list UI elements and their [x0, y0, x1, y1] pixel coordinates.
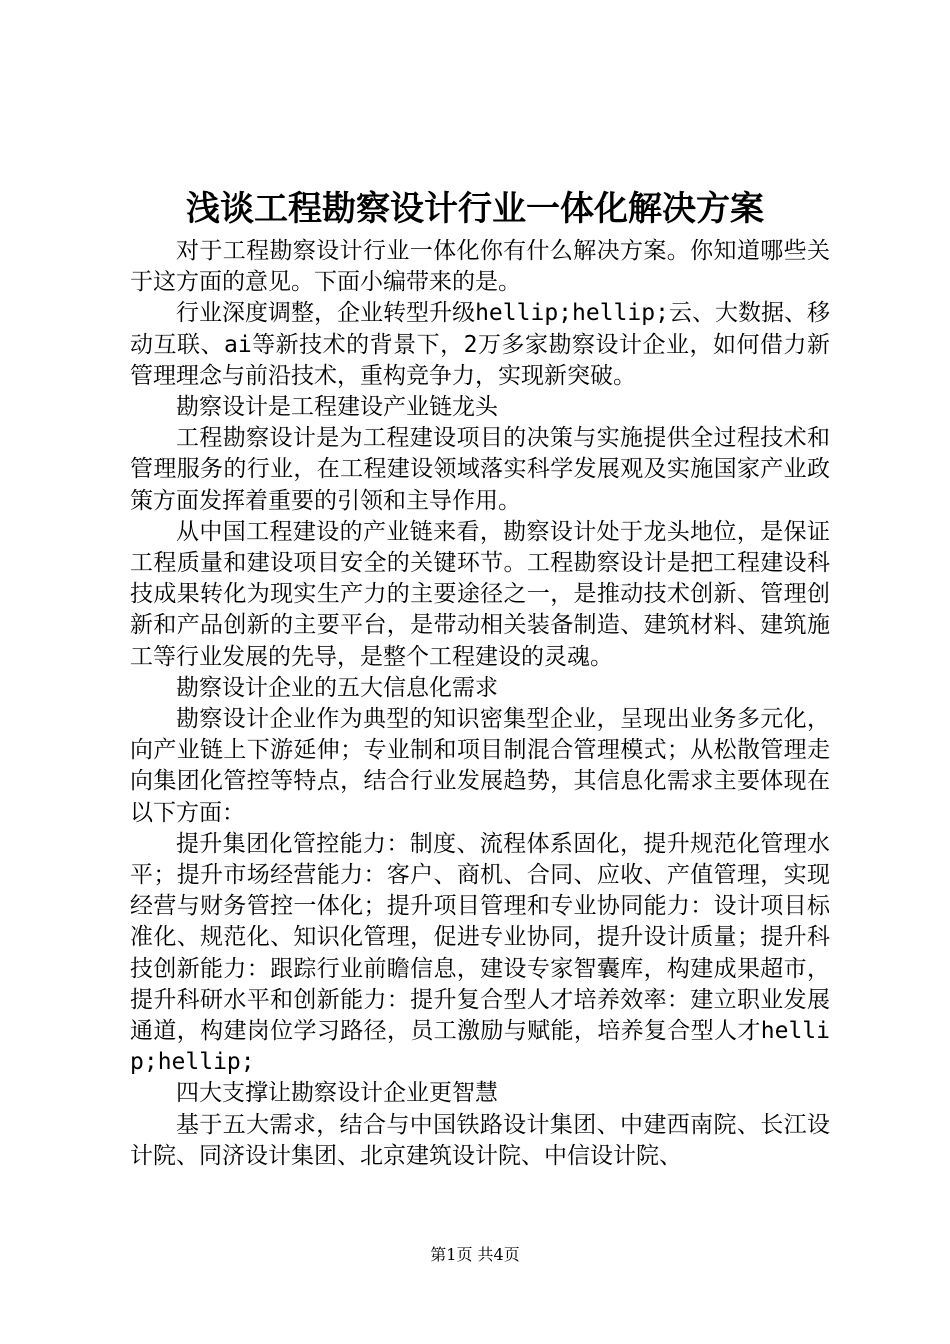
paragraph-design-definition: 工程勘察设计是为工程建设项目的决策与实施提供全过程技术和管理服务的行业，在工程建设领域落实科学发展观及实施国家产业政策方面发挥着重要的引领和主导作用。 — [130, 425, 830, 514]
paragraph-enterprise-traits: 勘察设计企业作为典型的知识密集型企业，呈现出业务多元化，向产业链上下游延伸；专业制和项目制混合管理模式；从松散管理走向集团化管控等特点，结合行业发展趋势，其信息化需求主要体现在以下方面： — [130, 706, 830, 826]
paragraph-industry-chain: 从中国工程建设的产业链来看，勘察设计处于龙头地位，是保证工程质量和建设项目安全的关键环节。工程勘察设计是把工程建设科技成果转化为现实生产力的主要途径之一，是推动技术创新、管理创新和产品创新的主要平台，是带动相关装备制造、建筑材料、建筑施工等行业发展的先导，是整个工程建设的灵魂。 — [130, 518, 830, 670]
paragraph-intro: 对于工程勘察设计行业一体化你有什么解决方案。你知道哪些关于这方面的意见。下面小编带来的是。 — [130, 238, 830, 296]
paragraph-four-supports: 基于五大需求，结合与中国铁路设计集团、中建西南院、长江设计院、同济设计集团、北京建筑设计院、中信设计院、 — [130, 1111, 830, 1169]
document-title: 浅谈工程勘察设计行业一体化解决方案 — [186, 189, 764, 229]
document-body — [130, 236, 830, 1172]
section-heading-industry-chain: 勘察设计是工程建设产业链龙头 — [176, 394, 498, 421]
paragraph-industry-adjustment: 行业深度调整，企业转型升级hellip;hellip;云、大数据、移动互联、ai等新技术的背景下，2万多家勘察设计企业，如何借力新管理理念与前沿技术，重构竞争力，实现新突破。 — [130, 300, 830, 389]
section-heading-four-supports: 四大支撑让勘察设计企业更智慧 — [176, 1080, 498, 1107]
section-heading-five-needs: 勘察设计企业的五大信息化需求 — [176, 674, 498, 701]
page-footer: 第1页 共4页 — [430, 1245, 520, 1264]
paragraph-needs-list: 提升集团化管控能力：制度、流程体系固化，提升规范化管理水平；提升市场经营能力：客户、商机、合同、应收、产值管理，实现经营与财务管控一体化；提升项目管理和专业协同能力：设计项目标准化、规范化、知识化管理，促进专业协同，提升设计质量；提升科技创新能力：跟踪行业前瞻信息，建设专家智囊库，构建成果超市，提升科研水平和创新能力：提升复合型人才培养效率：建立职业发展通道，构建岗位学习路径，员工激励与赋能，培养复合型人才hellip;hellip; — [130, 830, 830, 1076]
